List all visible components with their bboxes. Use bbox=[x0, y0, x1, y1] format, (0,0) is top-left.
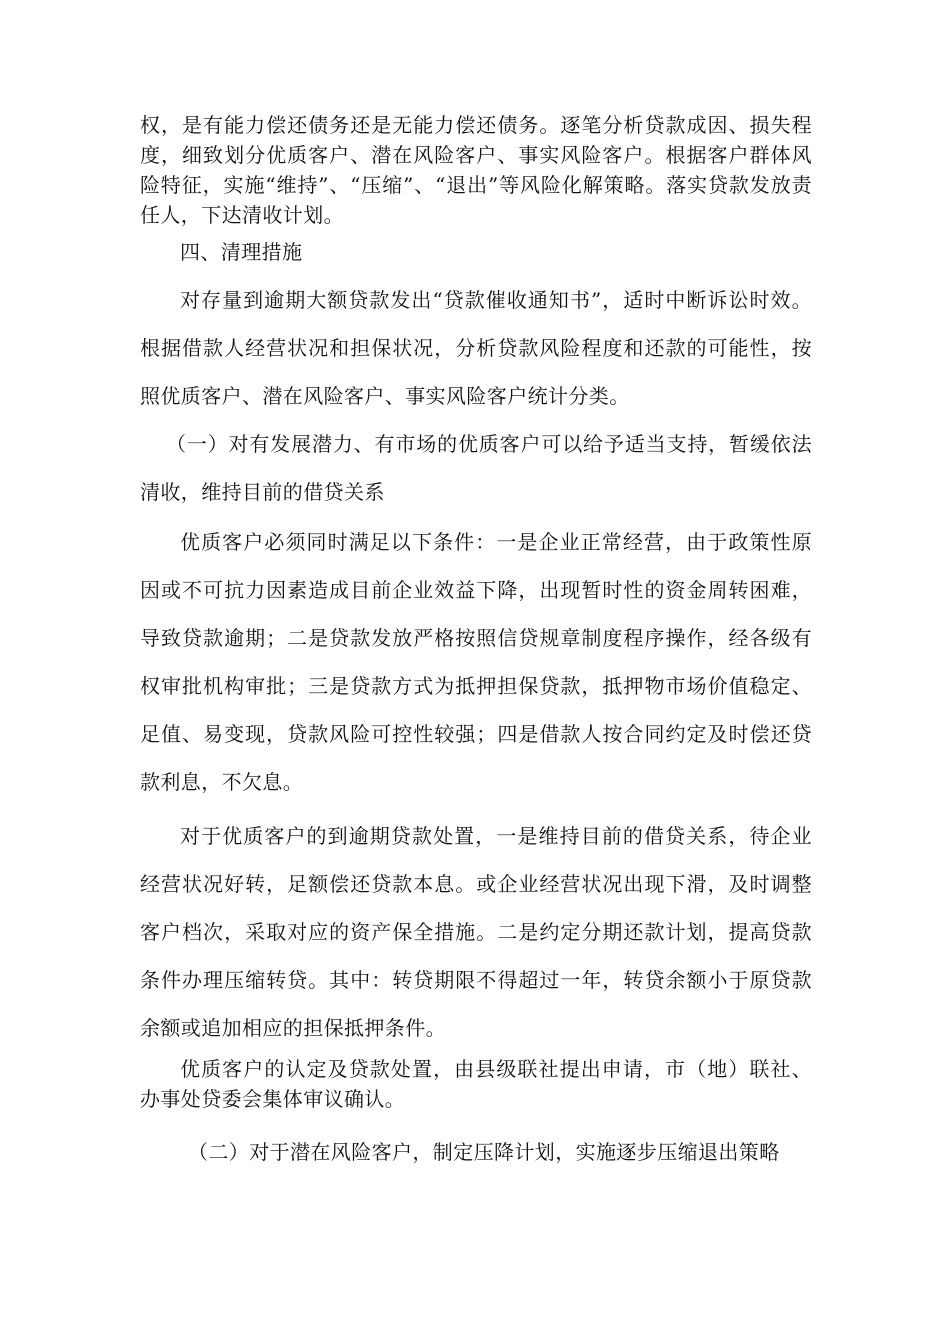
paragraph-quality-conditions: 优质客户必须同时满足以下条件：一是企业正常经营，由于政策性原因或不可抗力因素造成目前企业效益下降，出现暂时性的资金周转困难，导致贷款逾期；二是贷款发放严格按照信贷规章制度程序操作，经各级有权审批机构审批；三是贷款方式为抵押担保贷款，抵押物市场价值稳定、足值、易变现，贷款风险可控性较强；四是借款人按合同约定及时偿还贷款利息，不欠息。 bbox=[140, 530, 812, 794]
subheading-potential-risk-customers: （二）对于潜在风险客户，制定压降计划，实施逐步压缩退出策略 bbox=[188, 1140, 780, 1164]
paragraph-overdue-handling: 对于优质客户的到逾期贷款处置，一是维持目前的借贷关系，待企业经营状况好转，足额偿还贷款本息。或企业经营状况出现下滑，及时调整客户档次，采取对应的资产保全措施。二是约定分期还款计划，提高贷款条件办理压缩转贷。其中：转贷期限不得超过一年，转贷余额小于原贷款余额或追加相应的担保抵押条件。 bbox=[140, 824, 812, 1040]
section-heading-measures: 四、清理措施 bbox=[180, 240, 303, 264]
paragraph-approval-procedure: 优质客户的认定及贷款处置，由县级联社提出申请，市（地）联社、办事处贷委会集体审议确认。 bbox=[140, 1057, 812, 1111]
paragraph-risk-classification: 权，是有能力偿还债务还是无能力偿还债务。逐笔分析贷款成因、损失程度，细致划分优质客户、潜在风险客户、事实风险客户。根据客户群体风险特征，实施“维持”、“压缩”、“退出”等风险化解策略。落实贷款发放责任人，下达清收计划。 bbox=[140, 113, 812, 227]
paragraph-collection-notice: 对存量到逾期大额贷款发出“贷款催收通知书”，适时中断诉讼时效。根据借款人经营状况和担保状况，分析贷款风险程度和还款的可能性，按照优质客户、潜在风险客户、事实风险客户统计分类。 bbox=[140, 288, 812, 408]
subheading-quality-customers: （一）对有发展潜力、有市场的优质客户可以给予适当支持，暂缓依法清收，维持目前的借贷关系 bbox=[140, 432, 812, 504]
